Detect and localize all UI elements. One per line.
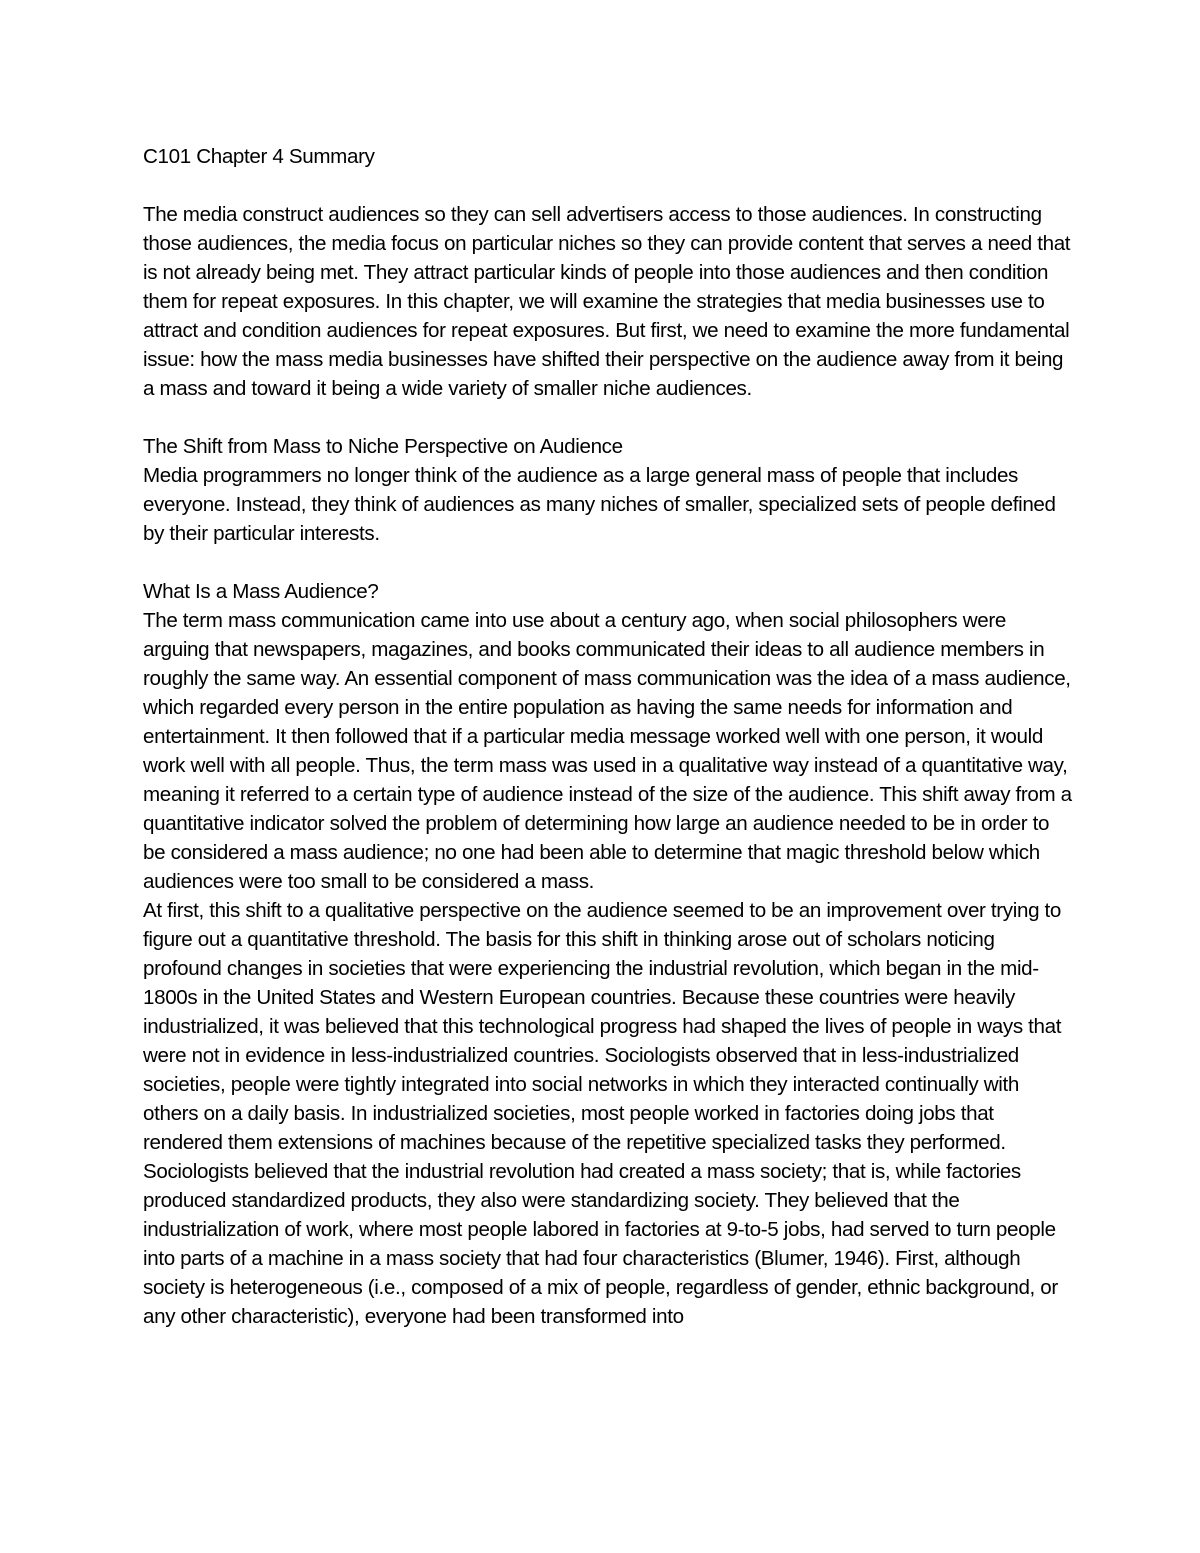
- intro-paragraph: The media construct audiences so they can sell advertisers access to those audiences. In constructing those audiences, the media focus on particular niches so they can provide content that serves a need that is not already being met. They attract particular kinds of people into those audiences and then condition them for repeat exposures. In this chapter, we will examine the strategies that media businesses use to attract and condition audiences for repeat exposures. But first, we need to examine the more fundamental issue: how the mass media businesses have shifted their perspective on the audience away from it being a mass and toward it being a wide variety of smaller niche audiences.: [143, 203, 1071, 400]
- section-paragraph-mass-audience-2: At first, this shift to a qualitative perspective on the audience seemed to be an improvement over trying to figure out a quantitative threshold. The basis for this shift in thinking arose out of scholars noticing profound changes in societies that were experiencing the industrial revolution, which began in the mid-1800s in the United States and Western European countries. Because these countries were heavily industrialized, it was believed that this technological progress had shaped the lives of people in ways that were not in evidence in less-industrialized countries. Sociologists observed that in less-industrialized societies, people were tightly integrated into social networks in which they interacted continually with others on a daily basis. In industrialized societies, most people worked in factories doing jobs that rendered them extensions of machines because of the repetitive specialized tasks they performed. Sociologists believed that the industrial revolution had created a mass society; that is, while factories produced standardized products, they also were standardizing society. They believed that the industrialization of work, where most people labored in factories at 9-to-5 jobs, had served to turn people into parts of a machine in a mass society that had four characteristics (Blumer, 1946). First, although society is heterogeneous (i.e., composed of a mix of people, regardless of gender, ethnic background, or any other characteristic), everyone had been transformed into: [143, 899, 1062, 1328]
- blank-line: [143, 403, 1073, 432]
- document-body: [143, 142, 1073, 1331]
- section-heading-shift: The Shift from Mass to Niche Perspective on Audience: [143, 435, 623, 458]
- section-paragraph-mass-audience-1: The term mass communication came into use about a century ago, when social philosophers were arguing that newspapers, magazines, and books communicated their ideas to all audience members in roughly the same way. An essential component of mass communication was the idea of a mass audience, which regarded every person in the entire population as having the same needs for information and entertainment. It then followed that if a particular media message worked well with one person, it would work well with all people. Thus, the term mass was used in a qualitative way instead of a quantitative way, meaning it referred to a certain type of audience instead of the size of the audience. This shift away from a quantitative indicator solved the problem of determining how large an audience needed to be in order to be considered a mass audience; no one had been able to determine that magic threshold below which audiences were too small to be considered a mass.: [143, 609, 1072, 893]
- blank-line: [143, 548, 1073, 577]
- section-paragraph-shift: Media programmers no longer think of the audience as a large general mass of people that includes everyone. Instead, they think of audiences as many niches of smaller, specialized sets of people defined by their particular interests.: [143, 464, 1056, 545]
- blank-line: [143, 171, 1073, 200]
- document-title: C101 Chapter 4 Summary: [143, 145, 375, 168]
- section-heading-mass-audience: What Is a Mass Audience?: [143, 580, 379, 603]
